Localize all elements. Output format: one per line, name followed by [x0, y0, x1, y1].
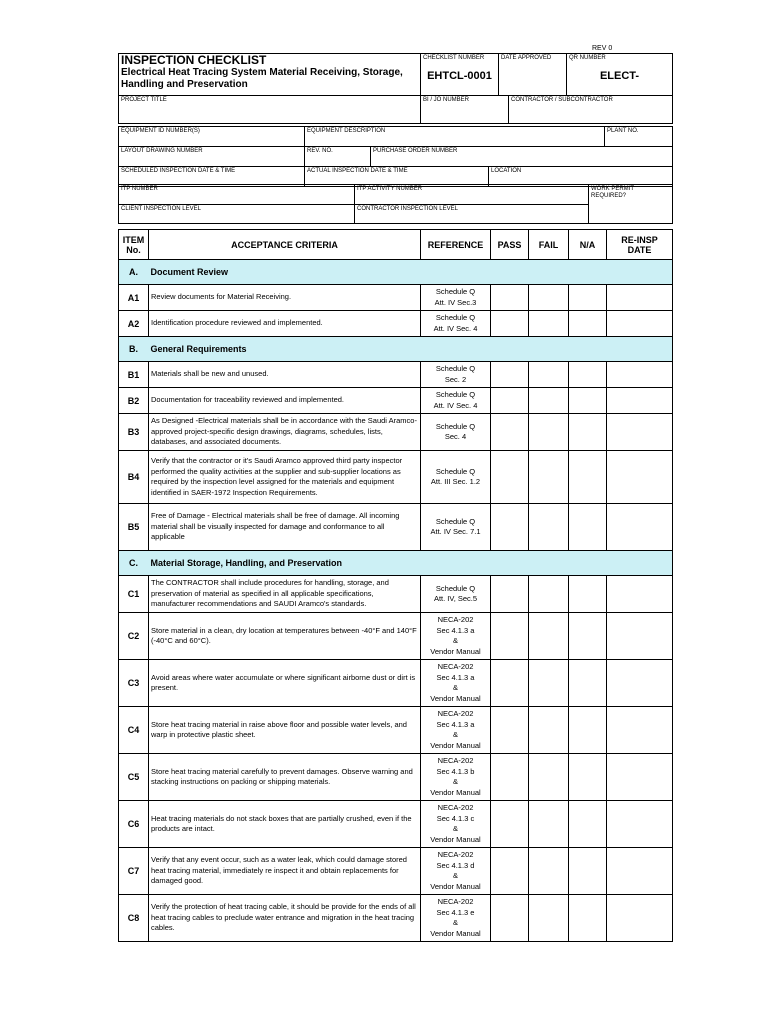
pass-checkbox-cell[interactable]: [491, 801, 529, 848]
checklist-number-label: CHECKLIST NUMBER: [423, 55, 485, 61]
actual-date-label: ACTUAL INSPECTION DATE & TIME: [307, 168, 408, 174]
qr-number-label: QR NUMBER: [569, 55, 606, 61]
rev-no-field[interactable]: [305, 147, 371, 167]
acceptance-criteria-table: [118, 229, 673, 942]
table-row: [119, 707, 673, 754]
rev-no-label: REV. NO.: [307, 148, 333, 154]
reinsp-date-cell[interactable]: [607, 362, 673, 388]
fail-checkbox-cell[interactable]: [529, 311, 569, 337]
pass-checkbox-cell[interactable]: [491, 388, 529, 414]
fail-checkbox-cell[interactable]: [529, 451, 569, 504]
na-checkbox-cell[interactable]: [569, 895, 607, 942]
work-permit-field[interactable]: [589, 185, 673, 224]
na-checkbox-cell[interactable]: [569, 660, 607, 707]
reinsp-date-cell[interactable]: [607, 285, 673, 311]
pass-checkbox-cell[interactable]: [491, 414, 529, 451]
fail-checkbox-cell[interactable]: [529, 848, 569, 895]
reference-text: Schedule Q Sec. 2: [421, 362, 491, 388]
equipment-desc-field[interactable]: [305, 127, 605, 147]
pass-checkbox-cell[interactable]: [491, 754, 529, 801]
reinsp-date-cell[interactable]: [607, 801, 673, 848]
bi-jo-cell: [421, 96, 509, 124]
itp-activity-label: ITP ACTIVITY NUMBER: [357, 186, 423, 192]
plant-no-field[interactable]: [605, 127, 673, 147]
na-checkbox-cell[interactable]: [569, 707, 607, 754]
na-checkbox-cell[interactable]: [569, 576, 607, 613]
reference-text: NECA-202 Sec 4.1.3 e & Vendor Manual: [421, 895, 491, 942]
table-row: [119, 362, 673, 388]
itp-activity-field[interactable]: [355, 185, 589, 205]
item-number: A2: [119, 311, 149, 337]
fail-checkbox-cell[interactable]: [529, 362, 569, 388]
na-checkbox-cell[interactable]: [569, 388, 607, 414]
table-row: [119, 613, 673, 660]
fail-checkbox-cell[interactable]: [529, 707, 569, 754]
bi-jo-label: BI / JO NUMBER: [423, 97, 470, 103]
qr-number: ELECT-: [599, 70, 640, 82]
section-header-row: [119, 551, 673, 576]
acceptance-criteria-text: Review documents for Material Receiving.: [149, 285, 421, 311]
na-checkbox-cell[interactable]: [569, 311, 607, 337]
work-permit-label: WORK PERMIT REQUIRED?: [591, 186, 634, 199]
itp-number-label: ITP NUMBER: [121, 186, 158, 192]
plant-no-label: PLANT NO.: [607, 128, 639, 134]
reference-text: NECA-202 Sec 4.1.3 a & Vendor Manual: [421, 613, 491, 660]
location-label: LOCATION: [491, 168, 522, 174]
reinsp-date-cell[interactable]: [607, 414, 673, 451]
reference-text: NECA-202 Sec 4.1.3 b & Vendor Manual: [421, 754, 491, 801]
contractor-level-label: CONTRACTOR INSPECTION LEVEL: [357, 206, 458, 212]
pass-checkbox-cell[interactable]: [491, 660, 529, 707]
reinsp-date-cell[interactable]: [607, 451, 673, 504]
pass-checkbox-cell[interactable]: [491, 613, 529, 660]
title-cell: [119, 54, 421, 96]
na-checkbox-cell[interactable]: [569, 801, 607, 848]
acceptance-criteria-text: Verify the protection of heat tracing cable, it should be provide for the ends of all heat tracing cables to preclude water entrance and migration in the heat tracing cables.: [149, 895, 421, 942]
section-header-row: [119, 260, 673, 285]
fail-header: FAIL: [529, 230, 569, 260]
table-row: [119, 414, 673, 451]
pass-checkbox-cell[interactable]: [491, 707, 529, 754]
item-no-header: ITEM No.: [119, 230, 149, 260]
acceptance-criteria-text: Verify that the contractor or it's Saudi Aramco approved third party inspector performed the quality activities at the supplier and sub-supplier locations as required by the inspection level assigned for the materials and equipment identified in SAER-1972 Inspection Requirements.: [149, 451, 421, 504]
table-row: [119, 285, 673, 311]
pass-checkbox-cell[interactable]: [491, 362, 529, 388]
pass-checkbox-cell[interactable]: [491, 895, 529, 942]
table-row: [119, 451, 673, 504]
client-level-label: CLIENT INSPECTION LEVEL: [121, 206, 201, 212]
fail-checkbox-cell[interactable]: [529, 754, 569, 801]
reference-text: Schedule Q Att. IV Sec.3: [421, 285, 491, 311]
page-subtitle: Electrical Heat Tracing System Material Receiving, Storage, Handling and Preservation: [121, 67, 403, 90]
item-number: C8: [119, 895, 149, 942]
table-row: [119, 388, 673, 414]
section-title: B. General Requirements: [119, 337, 673, 362]
reference-header: REFERENCE: [421, 230, 491, 260]
equipment-id-label: EQUIPMENT ID NUMBER(S): [121, 128, 200, 134]
item-number: C3: [119, 660, 149, 707]
table-row: [119, 895, 673, 942]
reference-text: NECA-202 Sec 4.1.3 a & Vendor Manual: [421, 707, 491, 754]
table-header-row: [119, 230, 673, 260]
pass-checkbox-cell[interactable]: [491, 848, 529, 895]
na-checkbox-cell[interactable]: [569, 613, 607, 660]
reinsp-date-cell[interactable]: [607, 895, 673, 942]
fail-checkbox-cell[interactable]: [529, 388, 569, 414]
date-approved-label: DATE APPROVED: [501, 55, 552, 61]
item-number: C4: [119, 707, 149, 754]
table-row: [119, 754, 673, 801]
pass-checkbox-cell[interactable]: [491, 576, 529, 613]
header-table: [118, 53, 673, 124]
po-number-field[interactable]: [371, 147, 673, 167]
acceptance-criteria-text: Identification procedure reviewed and implemented.: [149, 311, 421, 337]
acceptance-criteria-header: ACCEPTANCE CRITERIA: [149, 230, 421, 260]
acceptance-criteria-text: Heat tracing materials do not stack boxes that are partially crushed, even if the products are intact.: [149, 801, 421, 848]
project-title-label: PROJECT TITLE: [121, 97, 167, 103]
item-number: C6: [119, 801, 149, 848]
reinsp-date-cell[interactable]: [607, 848, 673, 895]
date-approved-cell: [499, 54, 567, 96]
reference-text: Schedule Q Att. IV Sec. 7.1: [421, 504, 491, 551]
checklist-number-cell: [421, 54, 499, 96]
reference-text: Schedule Q Att. IV, Sec.5: [421, 576, 491, 613]
acceptance-criteria-text: Avoid areas where water accumulate or where significant airborne dust or dirt is present.: [149, 660, 421, 707]
contractor-label: CONTRACTOR / SUBCONTRACTOR: [511, 97, 613, 103]
acceptance-criteria-text: The CONTRACTOR shall include procedures for handling, storage, and preservation of material as specified in all applicable specifications, manufacturer recommendations and SAUDI Aramco's standards.: [149, 576, 421, 613]
reference-text: NECA-202 Sec 4.1.3 a & Vendor Manual: [421, 660, 491, 707]
project-title-cell: [119, 96, 421, 124]
section-header-row: [119, 337, 673, 362]
pass-checkbox-cell[interactable]: [491, 311, 529, 337]
layout-drawing-field[interactable]: [119, 147, 305, 167]
section-title: A. Document Review: [119, 260, 673, 285]
section-title: C. Material Storage, Handling, and Preservation: [119, 551, 673, 576]
reinsp-date-cell[interactable]: [607, 613, 673, 660]
item-number: B1: [119, 362, 149, 388]
item-number: C2: [119, 613, 149, 660]
pass-checkbox-cell[interactable]: [491, 451, 529, 504]
table-row: [119, 660, 673, 707]
item-number: B3: [119, 414, 149, 451]
na-checkbox-cell[interactable]: [569, 414, 607, 451]
itp-number-field[interactable]: [119, 185, 355, 205]
layout-drawing-label: LAYOUT DRAWING NUMBER: [121, 148, 203, 154]
acceptance-criteria-text: Store heat tracing material carefully to prevent damages. Observe warning and stacking instructions on packing or shipping materials.: [149, 754, 421, 801]
item-number: C5: [119, 754, 149, 801]
reinsp-date-cell[interactable]: [607, 707, 673, 754]
item-number: B4: [119, 451, 149, 504]
fail-checkbox-cell[interactable]: [529, 504, 569, 551]
fail-checkbox-cell[interactable]: [529, 414, 569, 451]
equipment-desc-label: EQUIPMENT DESCRIPTION: [307, 128, 386, 134]
acceptance-criteria-text: Store heat tracing material in raise above floor and possible water levels, and warp in protective plastic sheet.: [149, 707, 421, 754]
equipment-info-table: [118, 126, 673, 187]
na-header: N/A: [569, 230, 607, 260]
acceptance-criteria-text: Materials shall be new and unused.: [149, 362, 421, 388]
equipment-id-field[interactable]: [119, 127, 305, 147]
fail-checkbox-cell[interactable]: [529, 660, 569, 707]
contractor-level-field[interactable]: [355, 205, 589, 224]
item-number: C1: [119, 576, 149, 613]
table-row: [119, 311, 673, 337]
item-number: C7: [119, 848, 149, 895]
revision-label: REV 0: [592, 45, 613, 52]
reinsp-date-cell[interactable]: [607, 388, 673, 414]
acceptance-criteria-text: Store material in a clean, dry location at temperatures between -40°F and 140°F (-40°C and 60°C).: [149, 613, 421, 660]
reinsp-date-cell[interactable]: [607, 504, 673, 551]
reference-text: NECA-202 Sec 4.1.3 c & Vendor Manual: [421, 801, 491, 848]
reference-text: Schedule Q Att. IV Sec. 4: [421, 311, 491, 337]
table-row: [119, 848, 673, 895]
reinsp-date-cell[interactable]: [607, 311, 673, 337]
acceptance-criteria-text: Verify that any event occur, such as a water leak, which could damage stored heat tracing material, immediately re inspect it and obtain replacements for damaged good.: [149, 848, 421, 895]
fail-checkbox-cell[interactable]: [529, 613, 569, 660]
reference-text: Schedule Q Att. IV Sec. 4: [421, 388, 491, 414]
item-number: A1: [119, 285, 149, 311]
acceptance-criteria-text: Free of Damage - Electrical materials shall be free of damage. All incoming material shall be visually inspected for damage and conformance to all applicable: [149, 504, 421, 551]
client-level-field[interactable]: [119, 205, 355, 224]
na-checkbox-cell[interactable]: [569, 504, 607, 551]
contractor-cell: [509, 96, 673, 124]
reinsp-date-header: RE-INSP DATE: [607, 230, 673, 260]
item-number: B5: [119, 504, 149, 551]
fail-checkbox-cell[interactable]: [529, 576, 569, 613]
table-row: [119, 576, 673, 613]
reinsp-date-cell[interactable]: [607, 754, 673, 801]
page-title: INSPECTION CHECKLIST: [121, 53, 267, 67]
reinsp-date-cell[interactable]: [607, 660, 673, 707]
pass-header: PASS: [491, 230, 529, 260]
pass-checkbox-cell[interactable]: [491, 285, 529, 311]
qr-number-cell: [567, 54, 673, 96]
table-row: [119, 801, 673, 848]
reference-text: Schedule Q Sec. 4: [421, 414, 491, 451]
na-checkbox-cell[interactable]: [569, 848, 607, 895]
fail-checkbox-cell[interactable]: [529, 801, 569, 848]
reference-text: NECA-202 Sec 4.1.3 d & Vendor Manual: [421, 848, 491, 895]
itp-info-table: [118, 184, 673, 224]
pass-checkbox-cell[interactable]: [491, 504, 529, 551]
item-number: B2: [119, 388, 149, 414]
na-checkbox-cell[interactable]: [569, 754, 607, 801]
fail-checkbox-cell[interactable]: [529, 285, 569, 311]
criteria-table-body: [119, 230, 673, 942]
acceptance-criteria-text: As Designed -Electrical materials shall be in accordance with the Saudi Aramco-approved project-specific design drawings, diagrams, schedules, lists, databases, and associated documents.: [149, 414, 421, 451]
na-checkbox-cell[interactable]: [569, 285, 607, 311]
fail-checkbox-cell[interactable]: [529, 895, 569, 942]
reference-text: Schedule Q Att. III Sec. 1.2: [421, 451, 491, 504]
reinsp-date-cell[interactable]: [607, 576, 673, 613]
po-number-label: PURCHASE ORDER NUMBER: [373, 148, 458, 154]
na-checkbox-cell[interactable]: [569, 362, 607, 388]
table-row: [119, 504, 673, 551]
acceptance-criteria-text: Documentation for traceability reviewed and implemented.: [149, 388, 421, 414]
scheduled-date-label: SCHEDULED INSPECTION DATE & TIME: [121, 168, 236, 174]
checklist-number: EHTCL-0001: [427, 70, 492, 82]
na-checkbox-cell[interactable]: [569, 451, 607, 504]
